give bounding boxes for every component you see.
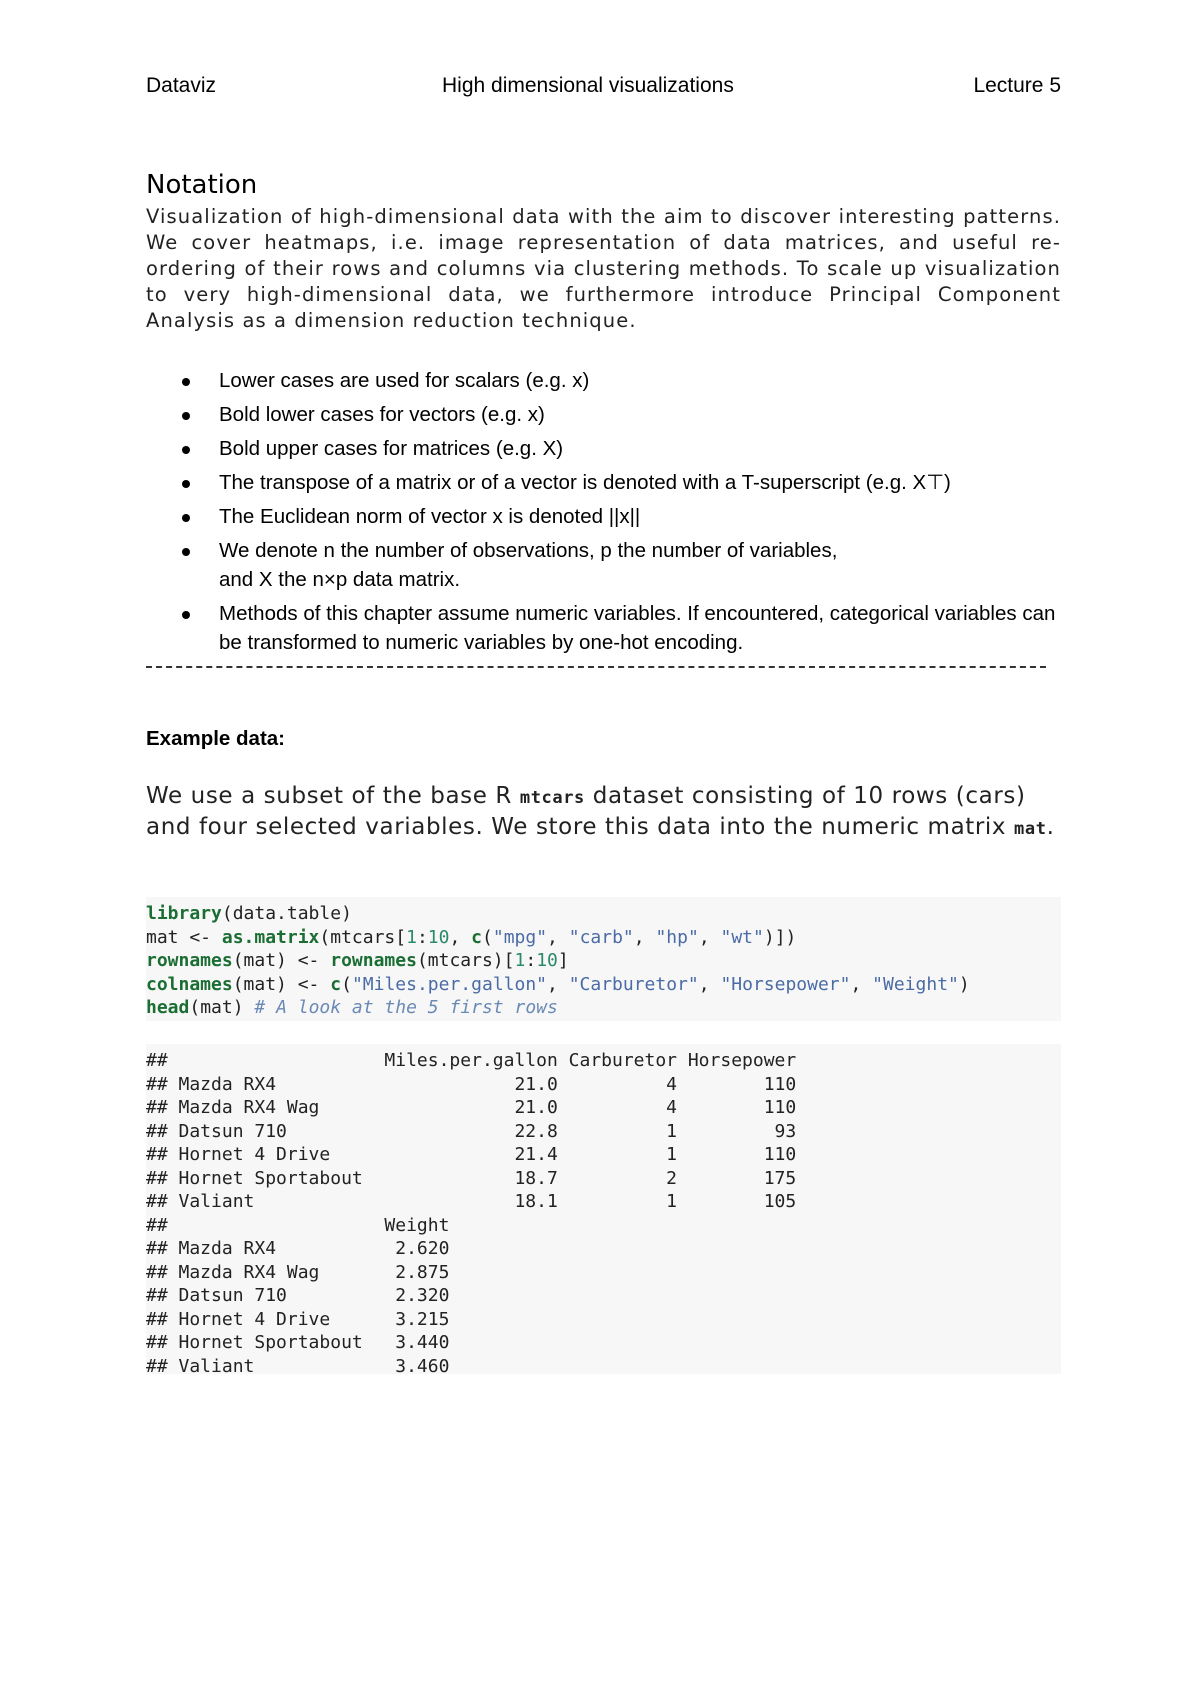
code-token: (data.table) xyxy=(221,903,352,924)
output-line: ## Weight xyxy=(146,1214,450,1236)
code-token: , xyxy=(547,926,569,948)
code-token: colnames xyxy=(146,973,233,995)
list-item xyxy=(146,400,1061,429)
code-token: (mat) <- xyxy=(232,973,331,995)
bullet-icon xyxy=(182,378,190,386)
bullet-icon xyxy=(182,412,190,420)
code-token: ( xyxy=(341,973,352,995)
code-token: 1 xyxy=(514,950,526,971)
list-item xyxy=(146,434,1061,463)
output-line: ## Hornet 4 Drive 3.215 xyxy=(146,1308,450,1330)
code-token: mat <- xyxy=(146,926,222,948)
header-lecture: Lecture 5 xyxy=(973,74,1061,97)
list-item-text: Methods of this chapter assume numeric variables. If encountered, categorical variables can be transformed to numeric variables by one-hot encoding. xyxy=(219,602,1056,654)
section-title: Notation xyxy=(146,170,258,200)
code-token: "Weight" xyxy=(872,973,959,995)
code-token: "wt" xyxy=(720,926,764,948)
code-token: "carb" xyxy=(568,926,634,948)
code-token: : xyxy=(525,950,537,971)
output-line: ## Hornet 4 Drive 21.4 1 110 xyxy=(146,1144,797,1165)
output-line: ## Miles.per.gallon Carburetor Horsepower xyxy=(146,1050,797,1071)
bullet-icon xyxy=(182,611,190,619)
output-line: ## Hornet Sportabout 18.7 2 175 xyxy=(146,1167,797,1189)
example-paragraph xyxy=(146,782,1061,844)
code-token: c xyxy=(471,926,483,948)
code-line xyxy=(146,973,1061,997)
output-line: ## Datsun 710 2.320 xyxy=(146,1285,450,1306)
list-item-text: The transpose of a matrix or of a vector is denoted with a T-superscript (e.g. X⊤) xyxy=(219,471,951,494)
code-token: rownames xyxy=(146,950,233,971)
header-topic: High dimensional visualizations xyxy=(442,74,734,97)
list-item-text: Bold lower cases for vectors (e.g. x) xyxy=(219,403,545,426)
example-text-1: We use a subset of the base R xyxy=(146,783,520,809)
code-line xyxy=(146,902,1061,926)
divider xyxy=(146,666,1046,670)
code-token: (mat) xyxy=(189,997,255,1018)
output-line: ## Mazda RX4 Wag 2.875 xyxy=(146,1261,450,1283)
output-line: ## Valiant 3.460 xyxy=(146,1355,450,1377)
list-item-text: We denote n the number of observations, p the number of variables, xyxy=(219,539,838,562)
code-token: library xyxy=(146,903,222,924)
list-item-continuation: and X the n×p data matrix. xyxy=(219,568,461,591)
code-token: , xyxy=(449,926,472,948)
output-line: ## Mazda RX4 21.0 4 110 xyxy=(146,1073,797,1095)
code-token: , xyxy=(633,926,656,948)
example-text-2: dataset consisting of 10 rows (cars) and four selected variables. We store this data into the numeric matrix xyxy=(146,783,1026,840)
code-token: (mtcars[ xyxy=(319,926,407,948)
code-token: "Horsepower" xyxy=(720,973,851,995)
list-item xyxy=(146,366,1061,395)
code-token: : xyxy=(416,926,428,948)
code-token: # A look at the 5 first rows xyxy=(254,997,558,1018)
list-item-text: Bold upper cases for matrices (e.g. X) xyxy=(219,437,564,460)
code-token: , xyxy=(698,973,721,995)
example-heading: Example data: xyxy=(146,727,285,750)
list-item-text: Lower cases are used for scalars (e.g. x) xyxy=(219,369,590,392)
intro-paragraph: Visualization of high-dimensional data with the aim to discover interesting patterns. We cover heatmaps, i.e. image representation of data matrices, and useful re-ordering of their rows and columns via clustering methods. To scale up visualization to very high-dimensional data, we furthermore introduce Principal Component Analysis as a dimension reduction technique. xyxy=(146,205,1061,332)
code-token: , xyxy=(850,973,873,995)
code-token: "Miles.per.gallon" xyxy=(351,973,548,995)
code-token: c xyxy=(330,973,342,995)
code-token: "mpg" xyxy=(492,926,548,948)
inline-code-mat: mat xyxy=(1014,819,1047,839)
code-token: 1 xyxy=(406,926,417,948)
list-item-text: The Euclidean norm of vector x is denoted ||x|| xyxy=(219,505,641,528)
header-course: Dataviz xyxy=(146,74,217,97)
code-block xyxy=(146,897,1061,1021)
output-line: ## Datsun 710 22.8 1 93 xyxy=(146,1120,797,1142)
bullet-icon xyxy=(182,514,190,522)
code-token: (mat) <- xyxy=(232,950,331,971)
code-token: ) xyxy=(958,973,970,995)
output-line: ## Mazda RX4 2.620 xyxy=(146,1238,450,1259)
code-token: , xyxy=(547,973,569,995)
bullet-icon xyxy=(182,480,190,488)
page-header xyxy=(146,74,1061,104)
notation-list xyxy=(146,366,1061,662)
code-token: as.matrix xyxy=(221,926,320,948)
list-item xyxy=(146,536,1061,594)
code-token: ] xyxy=(557,950,569,971)
bullet-icon xyxy=(182,446,190,454)
code-token: )]) xyxy=(763,926,797,948)
code-token: "Carburetor" xyxy=(568,973,699,995)
example-text-3: . xyxy=(1046,814,1055,840)
output-line: ## Valiant 18.1 1 105 xyxy=(146,1191,797,1212)
code-token: head xyxy=(146,997,190,1018)
output-line: ## Mazda RX4 Wag 21.0 4 110 xyxy=(146,1097,797,1118)
code-token: , xyxy=(698,926,721,948)
list-item xyxy=(146,599,1061,657)
list-item xyxy=(146,468,1061,497)
bullet-icon xyxy=(182,548,190,556)
inline-code-mtcars: mtcars xyxy=(519,788,585,808)
code-token: rownames xyxy=(330,950,417,971)
code-token: (mtcars)[ xyxy=(416,950,515,971)
output-block xyxy=(146,1044,1061,1377)
code-token: 10 xyxy=(427,926,450,948)
code-line xyxy=(146,949,1061,973)
code-token: "hp" xyxy=(655,926,699,948)
list-item xyxy=(146,502,1061,531)
code-line xyxy=(146,926,1061,950)
code-token: 10 xyxy=(536,950,558,971)
code-token: ( xyxy=(482,926,493,948)
output-line: ## Hornet Sportabout 3.440 xyxy=(146,1332,450,1353)
code-line xyxy=(146,996,1061,1020)
